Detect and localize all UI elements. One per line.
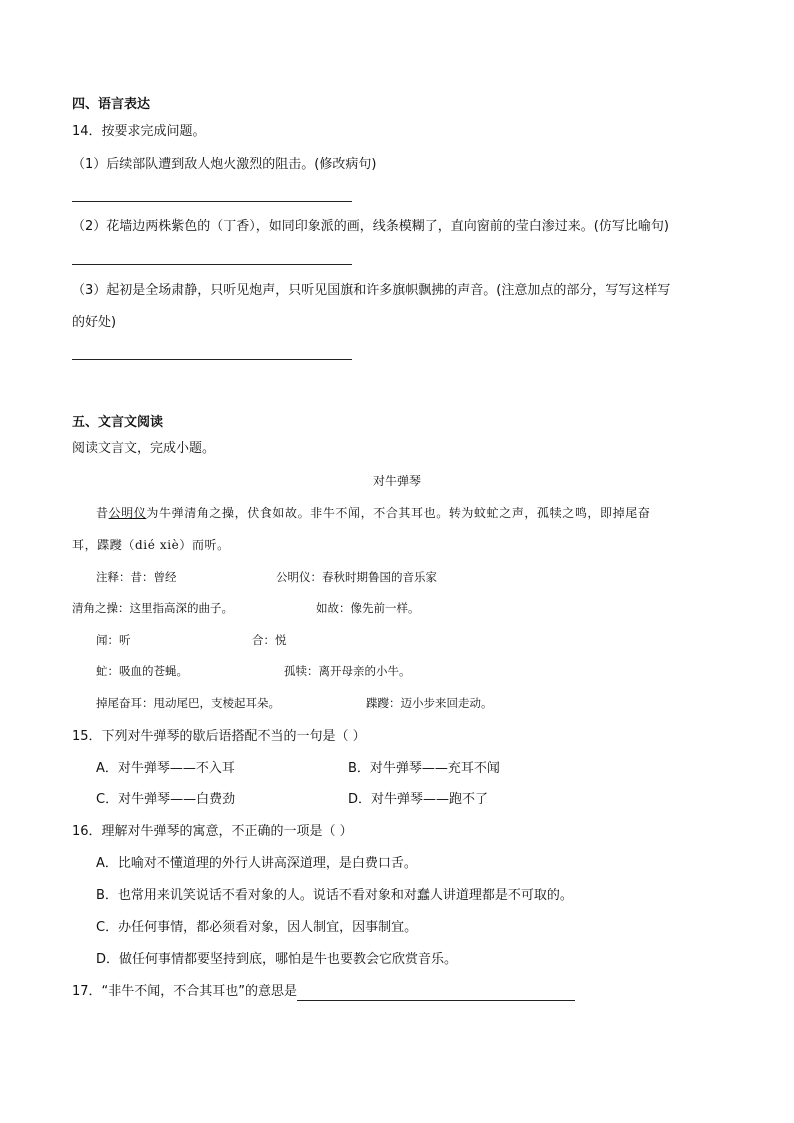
- q14-part2: （2）花墙边两株紫色的（丁香），如同印象派的画，线条模糊了，直向窗前的莹白渗过来。(仿写比喻句): [72, 219, 669, 234]
- q14-part3-line1: （3）起初是全场肃静，只听见炮声，只听见国旗和许多旗帜飘拂的声音。(注意加点的部分，写写这样写: [72, 283, 671, 298]
- section4-heading: 四、语言表达: [72, 97, 151, 112]
- q15-option-b[interactable]: B．对牛弹琴——充耳不闻: [348, 761, 500, 776]
- note-6: 合：悦: [252, 633, 287, 647]
- q14-part3-line2: 的好处): [72, 315, 117, 330]
- note-10: 蹀躞：迈小步来回走动。: [366, 696, 493, 710]
- passage-line-2: 耳，蹀躞（dié xiè）而听。: [72, 538, 230, 552]
- q16-option-c[interactable]: C．办任何事情，都必须看对象，因人制宜，因事制宜。: [96, 920, 418, 935]
- passage-line-1: [96, 504, 650, 522]
- q16-option-d[interactable]: D．做任何事情都要坚持到底，哪怕是牛也要教会它欣赏音乐。: [96, 952, 458, 967]
- q14-answer-line-1[interactable]: [72, 201, 352, 202]
- q17-answer-blank[interactable]: [297, 986, 575, 1001]
- passage-line1-start: 昔: [96, 506, 109, 520]
- q14-stem: 14．按要求完成问题。: [72, 124, 206, 139]
- q15-stem: 15．下列对牛弹琴的歇后语搭配不当的一句是（ ）: [72, 729, 366, 744]
- q14-answer-line-2[interactable]: [72, 264, 352, 265]
- q16-option-b[interactable]: B．也常用来讥笑说话不看对象的人。说话不看对象和对蠢人讲道理都是不可取的。: [96, 888, 573, 903]
- note-3: 清角之操：这里指高深的曲子。: [72, 601, 233, 615]
- section5-intro: 阅读文言文，完成小题。: [72, 441, 216, 456]
- q15-option-d[interactable]: D．对牛弹琴——跑不了: [348, 792, 489, 807]
- q14-answer-line-3[interactable]: [72, 359, 352, 360]
- q15-option-a[interactable]: A．对牛弹琴——不入耳: [96, 761, 235, 776]
- section5-heading: 五、文言文阅读: [72, 415, 164, 430]
- note-4: 如故：像先前一样。: [316, 601, 420, 615]
- q17-stem: 17．“非牛不闻，不合其耳也”的意思是: [72, 984, 298, 999]
- q15-option-c[interactable]: C．对牛弹琴——白费劲: [96, 792, 236, 807]
- note-9: 掉尾奋耳：甩动尾巴，支棱起耳朵。: [96, 696, 280, 710]
- q14-part1: （1）后续部队遭到敌人炮火激烈的阻击。(修改病句): [72, 157, 377, 172]
- q17-line: [72, 983, 575, 1001]
- q16-option-a[interactable]: A．比喻对不懂道理的外行人讲高深道理，是白费口舌。: [96, 856, 417, 871]
- q16-stem: 16．理解对牛弹琴的寓意，不正确的一项是（ ）: [72, 824, 353, 839]
- passage-person-name: 公明仪: [108, 506, 147, 520]
- note-5: 闻：听: [96, 633, 131, 647]
- note-2: 公明仪：春秋时期鲁国的音乐家: [276, 570, 437, 584]
- passage-line1-rest: 为牛弹清角之操，伏食如故。非牛不闻，不合其耳也。转为蚊虻之声，孤犊之鸣，即掉尾奋: [146, 506, 651, 520]
- passage-title: 对牛弹琴: [372, 474, 421, 488]
- note-1: 注释：昔：曾经: [96, 570, 177, 584]
- note-8: 孤犊：离开母亲的小牛。: [284, 664, 411, 678]
- note-7: 虻：吸血的苍蝇。: [96, 664, 188, 678]
